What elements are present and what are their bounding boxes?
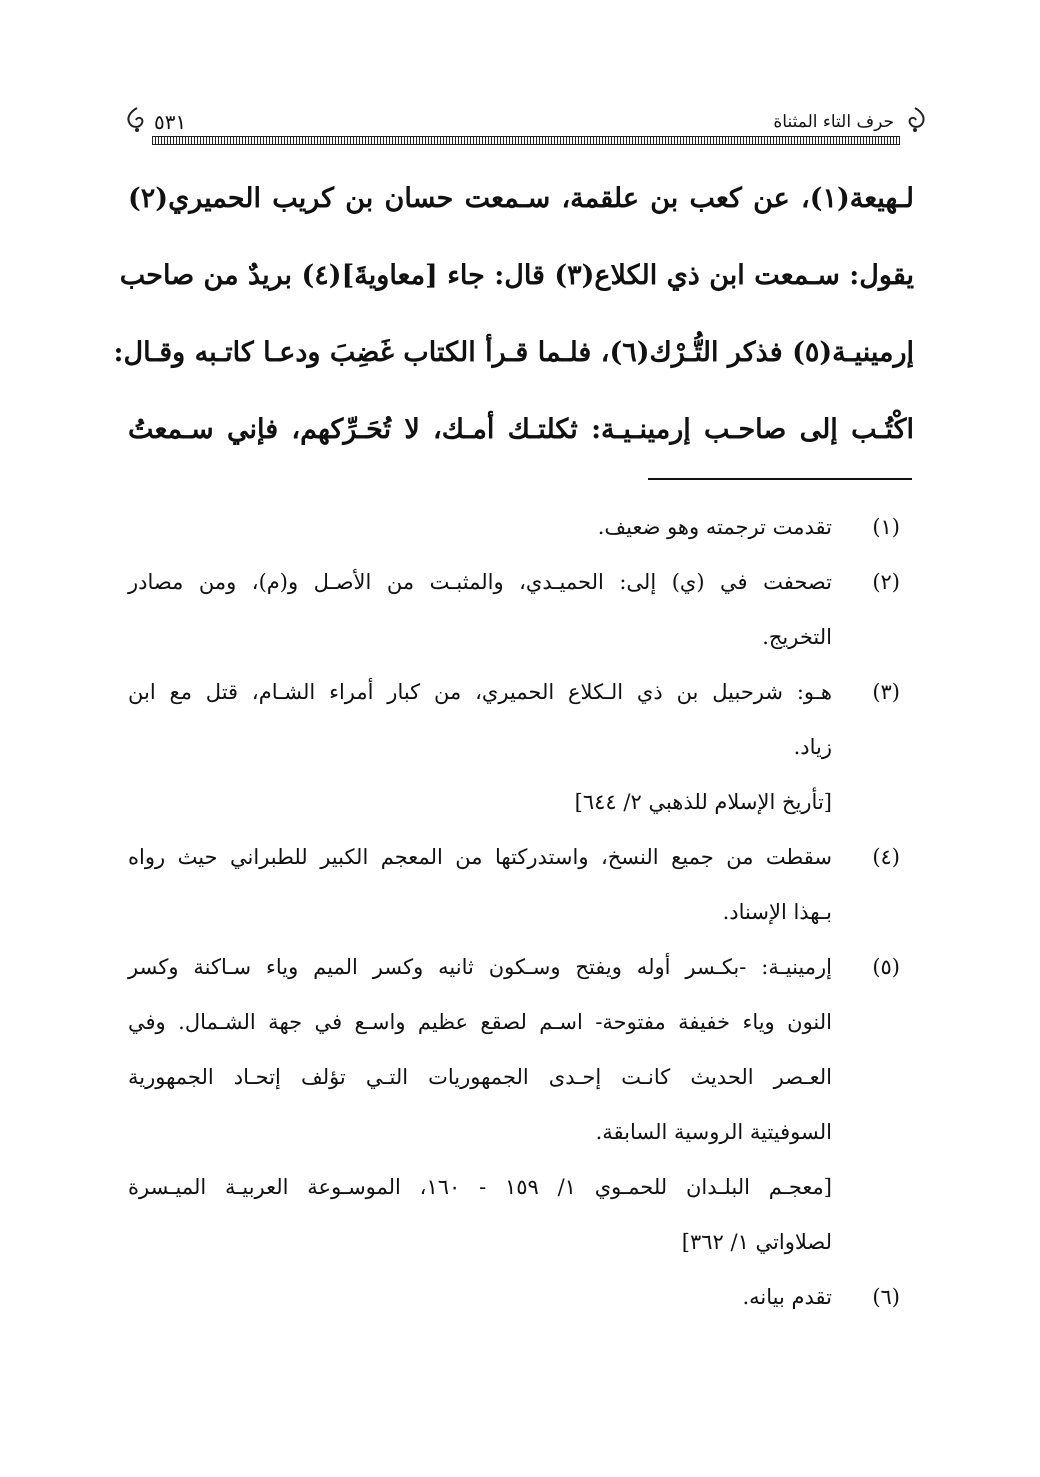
page-number: ٥٣١ — [154, 110, 187, 134]
footnote-citation: [تأريخ الإسلام للذهبي ٢/ ٦٤٤] — [574, 790, 832, 814]
footnote-line: العـصر الحديث كانـت إحـدى الجمهوريات التـي تؤلف إتحـاد الجمهورية — [128, 1065, 832, 1089]
footnote-line: التخريج. — [762, 625, 832, 649]
footnote-line: بـهذا الإسناد. — [722, 900, 832, 924]
header-ornament-icon — [124, 106, 150, 134]
footnote-line: سقطت من جميع النسخ، واستدركتها من المعجم الكبير للطبراني حيث رواه — [128, 845, 832, 869]
footnote-citation: لصلاواتي ١/ ٣٦٢] — [681, 1230, 832, 1254]
footnote-number: (١) — [872, 515, 900, 539]
footnote — [128, 940, 914, 1270]
footnote-separator — [648, 478, 912, 480]
footnote-line: تقدم بيانه. — [742, 1285, 832, 1309]
chapter-title: حرف التاء المثناة — [773, 112, 894, 132]
footnote-line: إرمينيـة: -بكـسر أوله ويفتح وسـكون ثانيه وكسر الميم وياء سـاكنة وكسر — [128, 955, 832, 979]
footnote-line: تصحفت في (ي) إلى: الحميـدي، والمثبـت من الأصـل و(م)، ومن مصادر — [128, 570, 832, 594]
footnote-number: (٤) — [872, 845, 900, 869]
header-ornament-icon — [902, 106, 928, 134]
footnote-number: (٦) — [872, 1285, 900, 1309]
footnote-citation: [معجـم البلـدان للحمـوي ١/ ١٥٩ - ١٦٠، الموسـوعة العربيـة الميـسرة — [128, 1175, 832, 1199]
text-line: لـهيعة(١)، عن كعب بن علقمة، سـمعت حسان بن كريب الحميري(٢) — [128, 183, 914, 214]
main-text — [113, 160, 914, 468]
footnote — [128, 1270, 914, 1325]
footnote — [128, 830, 914, 940]
footnote-number: (٣) — [872, 680, 900, 704]
footnote — [128, 500, 914, 555]
footnote-line: زياد. — [793, 735, 832, 759]
footnote-line: تقدمت ترجمته وهو ضعيف. — [597, 515, 832, 539]
footnote-line: هـو: شرحبيل بن ذي الـكلاع الحميري، من كبار أمراء الشـام، قتل مع ابن — [128, 680, 832, 704]
footnote-line: النون وياء خفيفة مفتوحة- اسـم لصقع عظيم واسـع في جهة الشـمال. وفي — [128, 1010, 832, 1034]
footnotes — [128, 500, 914, 1325]
footnote-number: (٥) — [872, 955, 900, 979]
footnote — [128, 665, 914, 830]
running-header — [118, 100, 934, 146]
text-line: اكْتُـب إلى صاحـب إرمينـيـة: ثكلتـك أمـك، لا تُحَـرِّكهم، فإني سـمعتُ — [128, 414, 914, 445]
text-line: يقول: سـمعت ابن ذي الكلاع(٣) قال: جاء [معاويةَ](٤) بريدٌ من صاحب — [119, 260, 914, 291]
footnote-number: (٢) — [872, 570, 900, 594]
text-line: إرمينيـة(٥) فذكر التُّـرْك(٦)، فلـما قـرأ الكتاب غَضِبَ ودعـا كاتـبه وقـال: — [113, 337, 914, 368]
header-rule — [152, 136, 900, 145]
footnote-line: السوفيتية الروسية السابقة. — [595, 1120, 832, 1144]
footnote — [128, 555, 914, 665]
